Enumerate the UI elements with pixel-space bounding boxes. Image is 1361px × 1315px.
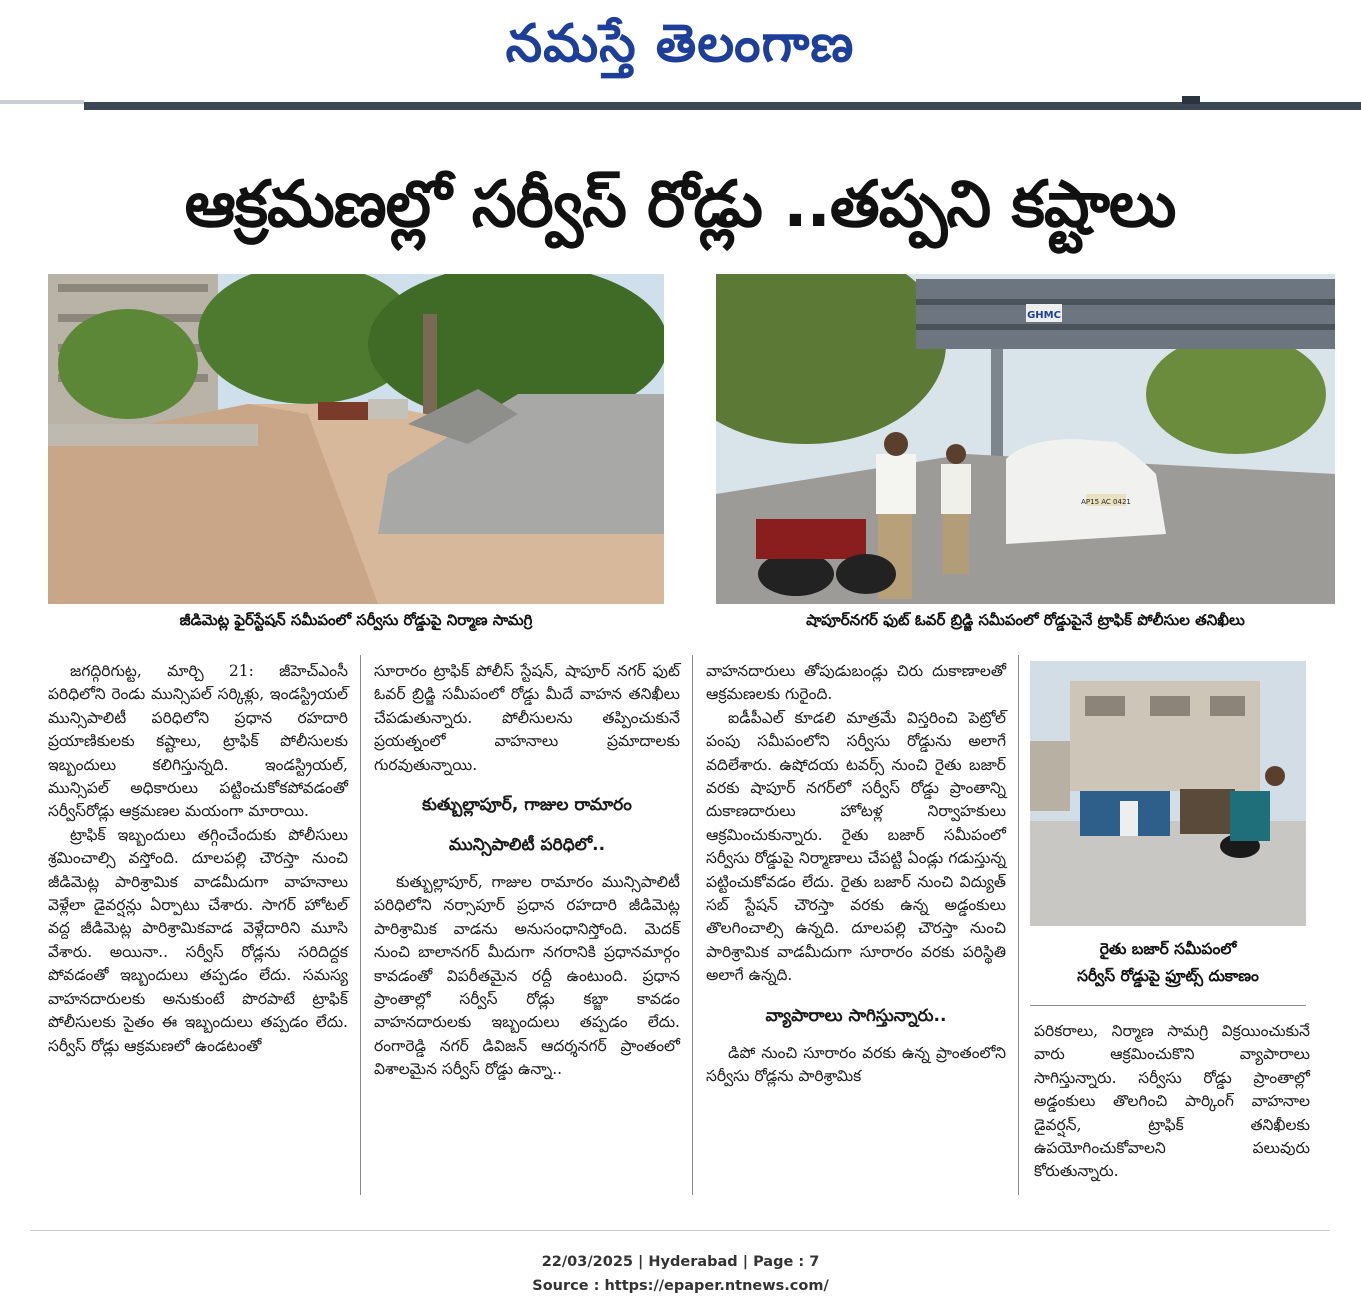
photo-caption-small-line1: రైతు బజార్ సమీపంలో — [1099, 940, 1237, 958]
subheading: వ్యాపారాలు సాగిస్తున్నారు.. — [765, 1005, 947, 1026]
paragraph: డిపో నుంచి సూరారం వరకు ఉన్న ప్రాంతంలోని సర్వీసు రోడ్లను పారిశ్రామిక — [706, 1043, 1006, 1086]
bottom-rule — [30, 1230, 1330, 1231]
paragraph: సూరారం ట్రాఫిక్ పోలీస్ స్టేషన్, షాపూర్ నగర్ ఫుట్ ఓవర్ బ్రిడ్జి సమీపంలో రోడ్డు మీదే వాహన తనిఖీలు చేపడుతున్నారు. పోలీసులను తప్పించుకునే ప్రయత్నంలో వాహనాలు ప్రమాదాలకు గురవుతున్నాయి. — [374, 662, 680, 774]
paragraph: కుత్బుల్లాపూర్, గాజుల రామారం మున్సిపాలిటీ పరిధిలోని నర్సాపూర్ ప్రధాన రహదారి జీడిమెట్ల పారిశ్రామిక వాడను అనుసంధానిస్తోంది. మెదక్ నుంచి బాలానగర్ మీదుగా నగరానికి ప్రధానమార్గం కావడంతో విపరీతమైన రద్దీ ఉంటుంది. ప్రధాన ప్రాంతాల్లో సర్వీస్ రోడ్లు కబ్జా కావడం వాహనదారులకు ఇబ్బందులు తప్పడం లేదు. రంగారెడ్డి నగర్ డివిజన్ ఆదర్శనగర్ ప్రాంతంలో విశాలమైన సర్వీస్ రోడ్డు ఉన్నా.. — [374, 873, 680, 1079]
subheading: కుత్బుల్లాపూర్, గాజుల రామారం — [422, 795, 632, 816]
masthead-rule-light — [0, 100, 84, 104]
subheading: మున్సిపాలిటీ పరిధిలో.. — [448, 835, 606, 856]
column-divider — [1018, 655, 1019, 1195]
article-column-2 — [374, 660, 680, 1082]
column-divider — [360, 655, 361, 1195]
masthead-mark — [1182, 96, 1200, 104]
footer-date-line: 22/03/2025 | Hyderabad | Page : 7 — [541, 1254, 820, 1270]
paragraph: ఐడీపీఎల్ కూడలి మాత్రమే విస్తరించి పెట్రోల్ పంపు సమీపంలోని సర్వీసు రోడ్డును అలాగే వదిలేశారు. ఉషోదయ టవర్స్ నుంచి రైతు బజార్ వరకు షాపూర్ నగర్‌లో సర్వీస్ రోడ్డు ప్రాంతాన్ని దుకాణదారులు హోటళ్ల నిర్వాహకులు ఆక్రమించుకున్నారు. రైతు బజార్ సమీపంలో సర్వీసు రోడ్డుపై నిర్మాణాలు చేపట్టి ఏండ్లు గడుస్తున్న పట్టించుకోవడం లేదు. రైతు బజార్ నుంచి విద్యుత్ సబ్ స్టేషన్ చౌరస్తా వరకు ఉన్న అడ్డంకులు తొలగించాల్సి ఉన్నది. దూలపల్లి చౌరస్తా నుంచి పారిశ్రామిక వాడమీదుగా సూరారం వరకు పరిస్థితి అలాగే ఉన్నది. — [706, 708, 1006, 985]
article-column-3 — [706, 660, 1006, 1089]
photo-fruit-shop — [1030, 661, 1306, 926]
masthead-rule — [84, 102, 1361, 110]
paragraph: ట్రాఫిక్ ఇబ్బందులు తగ్గించేందుకు పోలీసులు శ్రమించాల్సి వస్తోంది. దూలపల్లి చౌరస్తా నుంచి జీడిమెట్ల పారిశ్రామిక వాడమీదుగా వాహనాలు వెళ్లేలా డైవర్షన్లు ఏర్పాటు చేశారు. సాగర్ హోటల్ వద్ద జీడిమెట్ల పారిశ్రామికవాడ వెళ్లేదారిని మూసి వేశారు. అయినా.. సర్వీస్ రోడ్లను సరిదిద్దక పోవడంతో ఇబ్బందులు తప్పడం లేదు. సమస్య వాహనదారులకు అనుకుంటే పొరపాటే ట్రాఫిక్ పోలీసులకు సైతం ఈ ఇబ్బందులు తప్పడం లేదు. సర్వీస్ రోడ్లు ఆక్రమణలో ఉండటంతో — [48, 825, 348, 1055]
paragraph: జగద్గిరిగుట్ట, మార్చి 21: జీహెచ్‌ఎంసీ పరిధిలోని రెండు మున్సిపల్ సర్కిళ్లు, ఇండస్ట్రియల్ మున్సిపాలిటీ పరిధిలోని ప్రధాన రహదారి ప్రయాణికులకు కష్టాలు, ట్రాఫిక్ పోలీసులకు ఇబ్బందులు కలిగిస్తున్నది. ఇండస్ట్రియల్, మున్సిపల్ అధికారులు పట్టించుకోకపోవడంతో సర్వీస్‌రోడ్లు ఆక్రమణల మయంగా మారాయి. — [48, 662, 348, 821]
photo-traffic-police — [716, 274, 1335, 604]
photo-caption-small-line2: సర్వీస్ రోడ్డుపై ఫ్రూట్స్ దుకాణం — [1077, 967, 1259, 985]
car-number-plate: AP15 AC 0421 — [1081, 498, 1131, 506]
photo-service-road — [48, 274, 664, 604]
photo-caption-small — [1030, 936, 1306, 990]
newspaper-logo: నమస్తే తెలంగాణ — [505, 14, 855, 74]
article-column-1 — [48, 660, 348, 1058]
photo-caption-left: జీడిమెట్ల ఫైర్‌స్టేషన్ సమీపంలో సర్వీసు రోడ్డుపై నిర్మాణ సామగ్రి — [179, 611, 533, 629]
column-divider — [692, 655, 693, 1195]
bridge-sign: GHMC — [1027, 310, 1061, 321]
article-headline: ఆక్రమణల్లో సర్వీస్ రోడ్లు ..తప్పని కష్టాలు — [184, 168, 1176, 242]
paragraph: పరికరాలు, నిర్మాణ సామగ్రి విక్రయించుకునే వారు ఆక్రమించుకొని వ్యాపారాలు సాగిస్తున్నారు. సర్వీసు రోడ్డు ప్రాంతాల్లో అడ్డంకులు తొలగించి పార్కింగ్ వాహనాల డైవర్షన్, ట్రాఫిక్ తనిఖీలకు ఉపయోగించుకోవాలని పలువురు కోరుతున్నారు. — [1034, 1022, 1310, 1181]
paragraph: వాహనదారులు తోపుడుబండ్లు చిరు దుకాణాలతో ఆక్రమణలకు గురైంది. — [706, 662, 1006, 704]
footer-source-line: Source : https://epaper.ntnews.com/ — [532, 1278, 829, 1294]
article-column-4 — [1034, 1020, 1310, 1184]
photo-caption-right: షాపూర్‌నగర్ ఫుట్ ఓవర్ బ్రిడ్జి సమీపంలో రోడ్డుపైనే ట్రాఫిక్ పోలీసుల తనిఖీలు — [806, 611, 1245, 629]
caption-rule — [1030, 1005, 1306, 1006]
masthead — [0, 0, 1361, 100]
